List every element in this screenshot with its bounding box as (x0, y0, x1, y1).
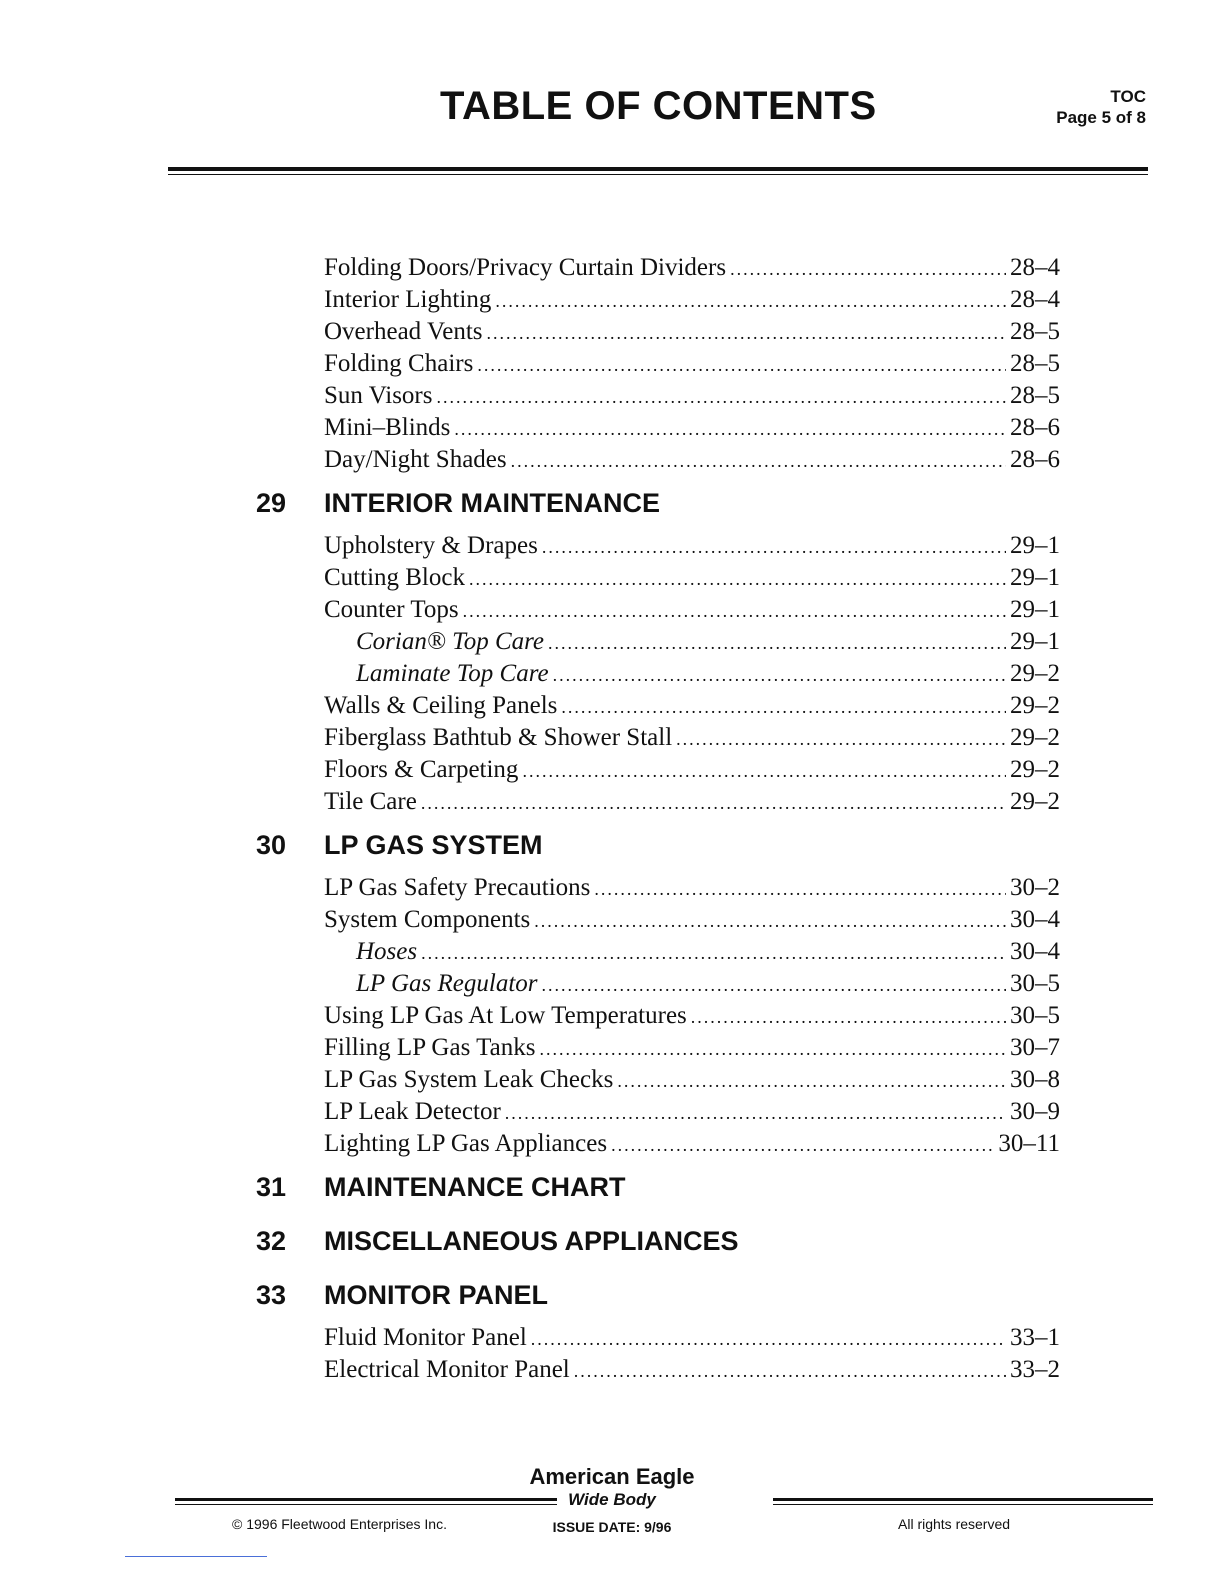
page-title: TABLE OF CONTENTS (440, 84, 877, 128)
dot-leader (421, 937, 1006, 969)
toc-entry-page: 29–2 (1010, 724, 1060, 751)
toc-entry-page: 28–4 (1010, 286, 1060, 313)
toc-entry (324, 530, 1060, 562)
dot-leader (505, 1097, 1006, 1129)
toc-entry (324, 872, 1060, 904)
chapter-number: 31 (256, 1172, 287, 1202)
toc-entry (324, 348, 1060, 380)
toc-entry-page: 30–9 (1010, 1098, 1060, 1125)
chapter-heading (250, 1160, 1070, 1214)
dot-leader (436, 381, 1006, 413)
header-rule (168, 167, 1148, 175)
chapter-title: MAINTENANCE CHART (324, 1172, 626, 1202)
chapter-number: 32 (256, 1226, 287, 1256)
footer-product: American Eagle (529, 1464, 695, 1489)
toc-entry (324, 316, 1060, 348)
chapter-title: MISCELLANEOUS APPLIANCES (324, 1226, 739, 1256)
toc-entry (324, 412, 1060, 444)
toc-entry-label: Filling LP Gas Tanks (324, 1034, 536, 1061)
toc-entry-page: 28–5 (1010, 318, 1060, 345)
toc-entry-label: Folding Doors/Privacy Curtain Dividers (324, 254, 727, 281)
dot-leader (531, 1323, 1006, 1355)
toc-entry-page: 28–5 (1010, 350, 1060, 377)
chapter-number: 29 (256, 488, 287, 518)
dot-leader (539, 1033, 1006, 1065)
dot-leader (730, 253, 1006, 285)
toc-entry-page: 30–4 (1010, 906, 1060, 933)
toc-entry (324, 690, 1060, 722)
toc-entry-page: 29–2 (1010, 660, 1060, 687)
dot-leader (522, 755, 1006, 787)
toc-entry (324, 1000, 1060, 1032)
dot-leader (594, 873, 1006, 905)
toc-entry-label: LP Gas System Leak Checks (324, 1066, 614, 1093)
toc-entry (324, 754, 1060, 786)
toc-entry (324, 1128, 1060, 1160)
toc-entry (324, 904, 1060, 936)
toc-entry-label: Counter Tops (324, 596, 459, 623)
dot-leader (676, 723, 1006, 755)
toc-entry-label: Walls & Ceiling Panels (324, 692, 558, 719)
footer-issue-date: ISSUE DATE: 9/96 (552, 1519, 672, 1535)
toc-entry-page: 29–2 (1010, 756, 1060, 783)
footer-rights: All rights reserved (898, 1516, 1011, 1532)
chapter-heading (250, 476, 1070, 530)
chapter-heading (250, 1214, 1070, 1268)
dot-leader (611, 1129, 994, 1161)
chapter-title: MONITOR PANEL (324, 1280, 549, 1310)
chapter-heading (250, 1268, 1070, 1322)
toc-entry (324, 1096, 1060, 1128)
toc-entry (356, 968, 1060, 1000)
toc-entry-label: Cutting Block (324, 564, 465, 591)
toc-entry (324, 562, 1060, 594)
toc-entry-page: 30–11 (998, 1130, 1060, 1157)
table-of-contents (250, 252, 1070, 1386)
page-label: Page 5 of 8 (1056, 108, 1146, 127)
toc-entry-label: Folding Chairs (324, 350, 474, 377)
toc-entry-label: Upholstery & Drapes (324, 532, 538, 559)
toc-entry-label: Tile Care (324, 788, 417, 815)
footer-model: Wide Body (568, 1490, 656, 1509)
toc-entry-page: 30–5 (1010, 1002, 1060, 1029)
toc-entry-label: Sun Visors (324, 382, 433, 409)
toc-entry-label: LP Gas Safety Precautions (324, 874, 591, 901)
section-tag-block (1056, 86, 1146, 128)
toc-entry-page: 28–4 (1010, 254, 1060, 281)
toc-entry (324, 1354, 1060, 1386)
toc-entry (324, 284, 1060, 316)
toc-entry (324, 252, 1060, 284)
dot-leader (542, 531, 1006, 563)
toc-entry (324, 1032, 1060, 1064)
dot-leader (548, 627, 1006, 659)
toc-entry (324, 594, 1060, 626)
toc-entry-label: Day/Night Shades (324, 446, 507, 473)
dot-leader (553, 659, 1006, 691)
chapter-title: LP GAS SYSTEM (324, 830, 543, 860)
toc-entry-page: 30–7 (1010, 1034, 1060, 1061)
dot-leader (469, 563, 1006, 595)
chapter-number: 33 (256, 1280, 287, 1310)
toc-entry-label: Electrical Monitor Panel (324, 1356, 570, 1383)
dot-leader (495, 285, 1006, 317)
dot-leader (617, 1065, 1006, 1097)
toc-entry-page: 28–5 (1010, 382, 1060, 409)
toc-entry-label: Floors & Carpeting (324, 756, 519, 783)
dot-leader (477, 349, 1006, 381)
dot-leader (561, 691, 1006, 723)
toc-entry-page: 29–2 (1010, 692, 1060, 719)
toc-entry-page: 28–6 (1010, 446, 1060, 473)
toc-entry-label: Fiberglass Bathtub & Shower Stall (324, 724, 673, 751)
toc-entry-label: LP Leak Detector (324, 1098, 501, 1125)
toc-entry (324, 444, 1060, 476)
toc-entry (324, 786, 1060, 818)
toc-entry-page: 30–2 (1010, 874, 1060, 901)
dot-leader (691, 1001, 1006, 1033)
dot-leader (421, 787, 1006, 819)
toc-entry-page: 29–1 (1010, 532, 1060, 559)
toc-entry (324, 1064, 1060, 1096)
toc-entry-label: Interior Lighting (324, 286, 492, 313)
toc-entry-label: Laminate Top Care (356, 660, 549, 687)
toc-entry-label: Lighting LP Gas Appliances (324, 1130, 608, 1157)
dot-leader (463, 595, 1006, 627)
dot-leader (534, 905, 1006, 937)
chapter-heading (250, 818, 1070, 872)
toc-entry-page: 33–1 (1010, 1324, 1060, 1351)
toc-entry-label: Corian® Top Care (356, 628, 545, 655)
toc-entry-page: 33–2 (1010, 1356, 1060, 1383)
toc-entry-page: 30–8 (1010, 1066, 1060, 1093)
toc-entry-page: 30–4 (1010, 938, 1060, 965)
chapter-title: INTERIOR MAINTENANCE (324, 488, 660, 518)
footer-copyright: © 1996 Fleetwood Enterprises Inc. (232, 1516, 447, 1532)
dot-leader (454, 413, 1006, 445)
chapter-number: 30 (256, 830, 287, 860)
toc-entry-label: Hoses (356, 938, 418, 965)
toc-entry-label: System Components (324, 906, 531, 933)
dot-leader (574, 1355, 1006, 1387)
toc-entry (356, 658, 1060, 690)
toc-entry-page: 29–1 (1010, 596, 1060, 623)
toc-entry-label: Using LP Gas At Low Temperatures (324, 1002, 687, 1029)
toc-entry-label: LP Gas Regulator (356, 970, 538, 997)
toc-entry-page: 29–2 (1010, 788, 1060, 815)
toc-entry (324, 1322, 1060, 1354)
section-tag: TOC (1110, 87, 1146, 106)
toc-entry-page: 28–6 (1010, 414, 1060, 441)
toc-entry-label: Fluid Monitor Panel (324, 1324, 527, 1351)
dot-leader (511, 445, 1006, 477)
toc-entry (356, 936, 1060, 968)
toc-entry-page: 30–5 (1010, 970, 1060, 997)
toc-entry-page: 29–1 (1010, 564, 1060, 591)
toc-entry (324, 722, 1060, 754)
toc-entry-label: Overhead Vents (324, 318, 483, 345)
toc-entry (324, 380, 1060, 412)
dot-leader (487, 317, 1006, 349)
toc-entry-page: 29–1 (1010, 628, 1060, 655)
corner-line (125, 1556, 267, 1557)
toc-entry (356, 626, 1060, 658)
dot-leader (542, 969, 1007, 1001)
toc-entry-label: Mini–Blinds (324, 414, 451, 441)
